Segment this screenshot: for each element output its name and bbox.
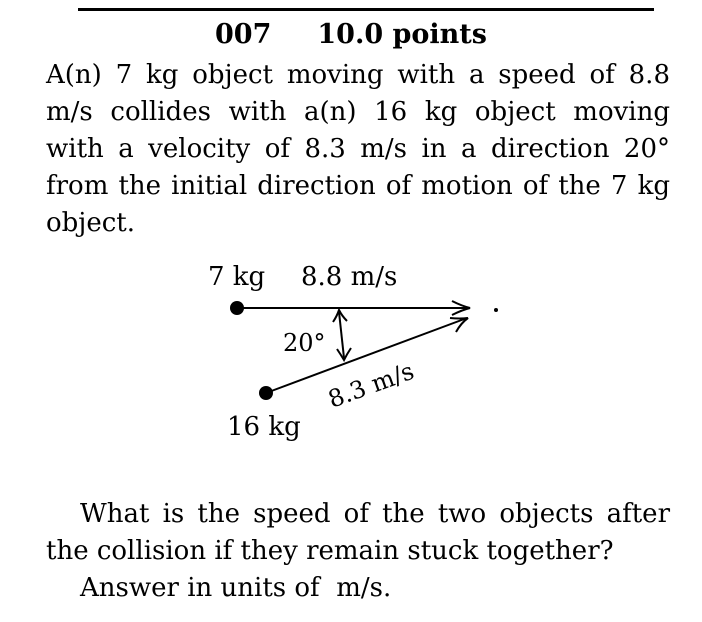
answer-units-prefix: Answer in units of (80, 573, 320, 603)
angle-label: 20° (283, 329, 326, 357)
speed1-label: 8.8 m/s (301, 262, 398, 292)
answer-units-value: m/s. (336, 573, 392, 603)
mass1-label: 7 kg (208, 262, 266, 292)
problem-text: A(n) 7 kg object moving with a speed of 8.8 m/s collides with a(n) 16 kg object moving with a velocity of 8.3 m/s in a direction 20° from the initial direction of motion of the 7 kg object. (46, 60, 670, 238)
problem-number: 007 (215, 19, 272, 50)
angle-indicator-line (339, 312, 344, 358)
problem-points: 10.0 points (317, 19, 487, 50)
question-text: What is the speed of the two objects after the collision if they remain stuck together? (46, 499, 670, 566)
speed2-label: 8.3 m/s (324, 356, 418, 414)
mass2-label: 16 kg (227, 412, 301, 442)
answer-units-line (80, 570, 391, 607)
stray-dot (494, 308, 498, 312)
